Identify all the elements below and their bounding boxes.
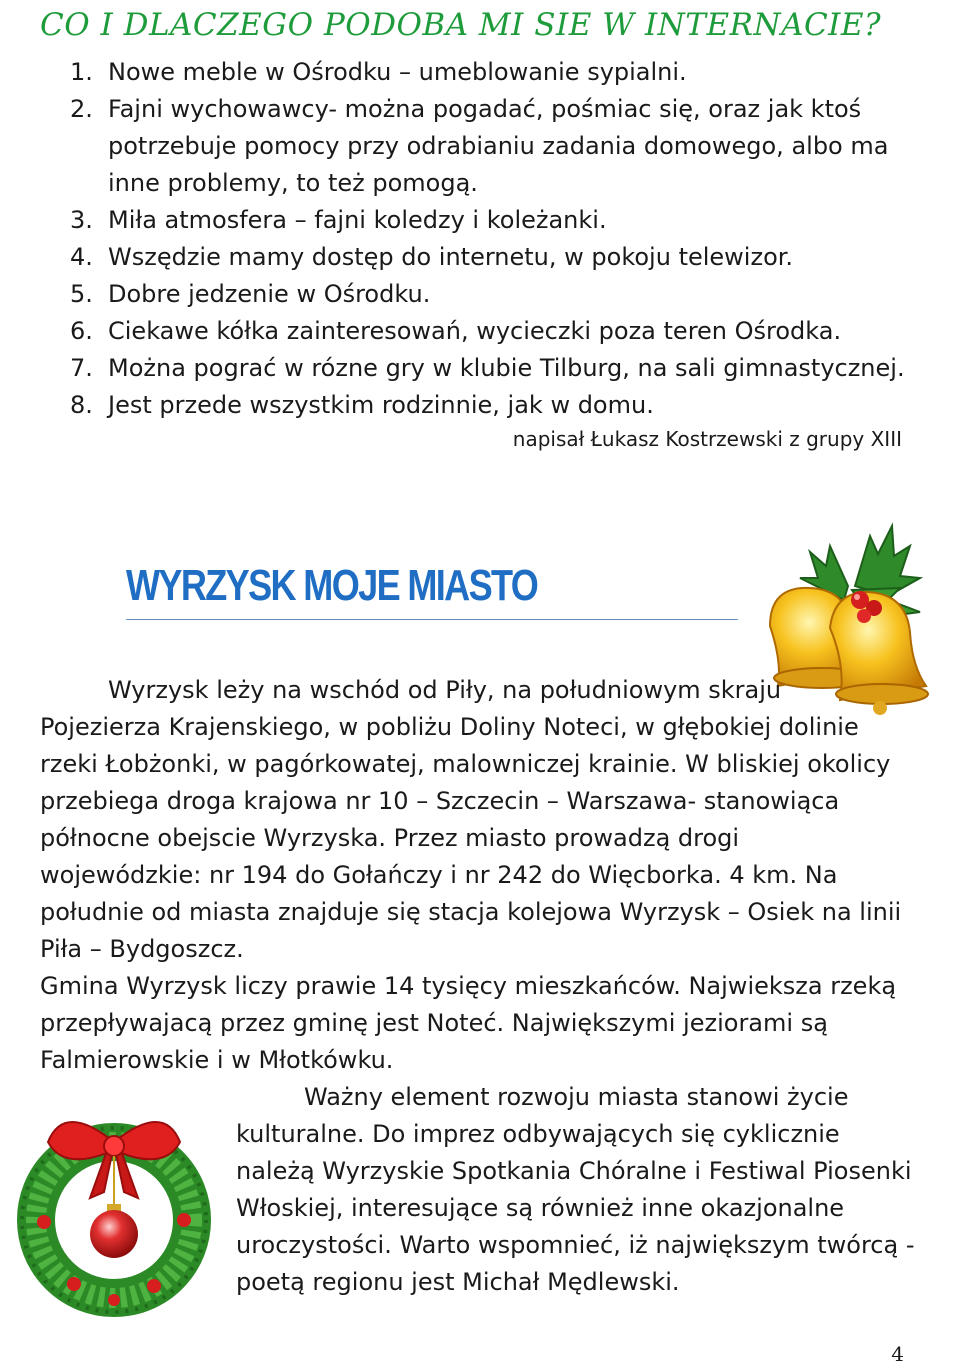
author-signature: napisał Łukasz Kostrzewski z grupy XIII — [512, 427, 902, 451]
list-number: 3. — [70, 206, 93, 234]
paragraph-location — [40, 672, 902, 968]
page-number: 4 — [891, 1342, 904, 1366]
paragraph-culture-text: Ważny element rozwoju miasta stanowi życie kulturalne. Do imprez odbywających się cyklicznie należą Wyrzyskie Spotkania Chóralne i Festiwal Piosenki Włoskiej, interesujące są również inne okazjonalne uroczystości. Warto wspomnieć, iż największym twórcą - poetą regionu jest Michał Mędlewski. — [236, 1083, 915, 1296]
list-number: 2. — [70, 95, 93, 123]
christmas-wreath-icon — [4, 1102, 224, 1322]
list-number: 6. — [70, 317, 93, 345]
section-title-wyrzysk: WYRZYSK MOJE MIASTO — [126, 561, 538, 610]
reasons-list — [70, 54, 910, 424]
list-number: 4. — [70, 243, 93, 271]
list-number: 7. — [70, 354, 93, 382]
list-text: Nowe meble w Ośrodku – umeblowanie sypialni. — [108, 58, 687, 86]
list-item — [70, 239, 910, 276]
list-number: 5. — [70, 280, 93, 308]
list-item — [70, 387, 910, 424]
list-text: Dobre jedzenie w Ośrodku. — [108, 280, 431, 308]
list-text: Wszędzie mamy dostęp do internetu, w pokoju telewizor. — [108, 243, 794, 271]
list-item — [70, 313, 910, 350]
list-text: Można pograć w rózne gry w klubie Tilburg, na sali gimnastycznej. — [108, 354, 905, 382]
list-number: 8. — [70, 391, 93, 419]
title-underline — [126, 619, 738, 620]
list-text: Ciekawe kółka zainteresowań, wycieczki poza teren Ośrodka. — [108, 317, 842, 345]
paragraph-location-text: Wyrzysk leży na wschód od Piły, na południowym skraju Pojezierza Krajenskiego, w pobliżu Doliny Noteci, w głębokiej dolinie rzeki Łobżonki, w pagórkowatej, malowniczej krainie. W bliskiej okolicy przebiega droga krajowa nr 10 – Szczecin – Warszawa- stanowiąca północne obejscie Wyrzyska. Przez miasto prowadzą drogi wojewódzkie: nr 194 do Gołańczy i nr 242 do Więcborka. 4 km. Na południe od miasta znajduje się stacja kolejowa Wyrzysk – Osiek na linii Piła – Bydgoszcz. — [40, 676, 902, 963]
list-item — [70, 350, 910, 387]
list-number: 1. — [70, 58, 93, 86]
list-item — [70, 276, 910, 313]
list-item — [70, 54, 910, 91]
list-item — [70, 91, 910, 202]
section-title-internat: CO I DLACZEGO PODOBA MI SIE W INTERNACIE? — [40, 7, 882, 43]
list-text: Miła atmosfera – fajni koledzy i koleżanki. — [108, 206, 607, 234]
list-text: Fajni wychowawcy- można pogadać, pośmiac się, oraz jak ktoś potrzebuje pomocy przy odrabianiu zadania domowego, albo ma inne problemy, to też pomogą. — [108, 95, 889, 197]
list-text: Jest przede wszystkim rodzinnie, jak w domu. — [108, 391, 654, 419]
paragraph-culture — [236, 1079, 916, 1301]
paragraph-population: Gmina Wyrzysk liczy prawie 14 tysięcy mieszkańców. Najwieksza rzeką przepływajacą przez gminę jest Noteć. Największymi jeziorami są Falmierowskie i w Młotkówku. — [40, 972, 897, 1074]
list-item — [70, 202, 910, 239]
